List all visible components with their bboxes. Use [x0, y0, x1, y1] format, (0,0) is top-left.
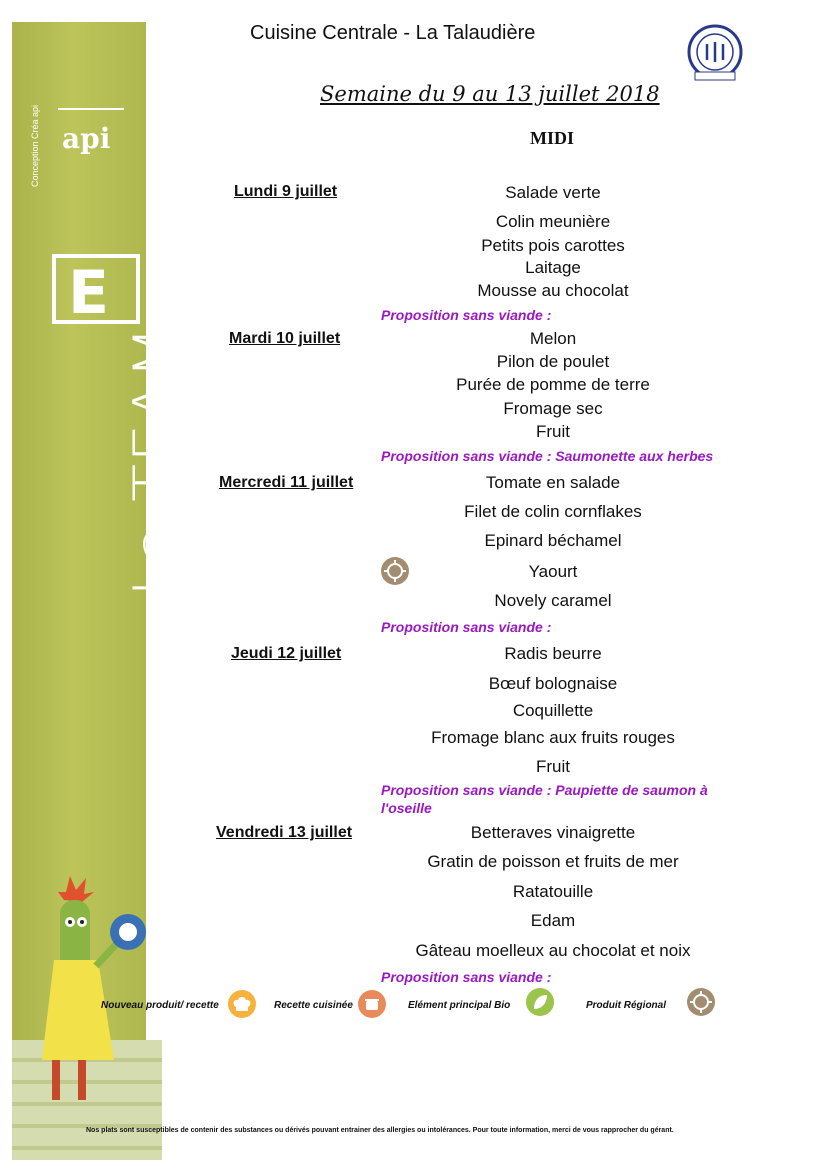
dish: Melon	[529, 329, 577, 348]
dish: Ratatouille	[512, 882, 594, 901]
dish: Bœuf bolognaise	[488, 674, 618, 693]
dish: Novely caramel	[494, 591, 612, 610]
day-label-thursday: Jeudi 12 juillet	[231, 645, 342, 662]
legend-cooked-label: Recette cuisinée	[274, 1000, 353, 1011]
team-word: La TEAM	[120, 324, 193, 597]
day-label-friday: Vendredi 13 juillet	[216, 824, 353, 841]
dish: Fromage sec	[503, 399, 603, 418]
legend-regional-label: Produit Régional	[586, 1000, 666, 1011]
leaf-icon	[526, 988, 554, 1016]
service-heading: MIDI	[530, 128, 574, 148]
cooking-pot-icon	[358, 990, 386, 1018]
dish: Gratin de poisson et fruits de mer	[427, 852, 679, 871]
page-title: Cuisine Centrale - La Talaudière	[250, 22, 536, 44]
meatless-proposition: Proposition sans viande :	[381, 969, 552, 985]
dish: Purée de pomme de terre	[456, 375, 650, 394]
dish: Coquillette	[512, 701, 594, 720]
dish: Fruit	[536, 757, 570, 776]
dish: Mousse au chocolat	[477, 281, 629, 300]
dish: Betteraves vinaigrette	[470, 823, 636, 842]
day-label-monday: Lundi 9 juillet	[234, 183, 338, 200]
dish: Yaourt	[528, 562, 578, 581]
dish: Edam	[530, 911, 576, 930]
menus-adaptes-seal-logo	[685, 24, 745, 84]
week-heading: Semaine du 9 au 13 juillet 2018	[320, 82, 660, 106]
allergy-notice: Nos plats sont susceptibles de contenir des substances ou dérivés pouvant entrainer des allergies ou intolérances. Pour toute information, merci de vous rapprocher du gérant.	[86, 1127, 674, 1134]
chef-hat-icon	[228, 990, 256, 1018]
dish: Fromage blanc aux fruits rouges	[431, 728, 675, 747]
api-logo: api	[62, 122, 111, 155]
dish: Fruit	[536, 422, 570, 441]
team-e-letter: E	[68, 258, 109, 328]
day-label-tuesday: Mardi 10 juillet	[229, 330, 341, 347]
dish: Laitage	[525, 258, 581, 277]
design-credit: Conception Créa api	[30, 104, 40, 187]
dish: Salade verte	[505, 183, 601, 202]
dish: Colin meunière	[495, 212, 611, 231]
legend-bio-label: Elément principal Bio	[408, 1000, 511, 1011]
regional-product-icon	[687, 988, 715, 1016]
dish: Pilon de poulet	[496, 352, 610, 371]
meatless-proposition: Proposition sans viande :	[381, 307, 552, 323]
cucumber-mascot-illustration	[34, 870, 154, 1110]
meatless-proposition: Proposition sans viande : Paupiette de saumon à l'oseille	[381, 782, 708, 816]
meatless-proposition: Proposition sans viande : Saumonette aux herbes	[381, 448, 714, 464]
dish: Gâteau moelleux au chocolat et noix	[415, 941, 691, 960]
legend-new-product-label: Nouveau produit/ recette	[101, 1000, 219, 1011]
dish: Radis beurre	[504, 644, 602, 663]
dish: Tomate en salade	[485, 473, 621, 492]
dish: Petits pois carottes	[481, 236, 625, 255]
dish: Filet de colin cornflakes	[464, 502, 642, 521]
meatless-proposition: Proposition sans viande :	[381, 619, 552, 635]
dish: Epinard béchamel	[484, 531, 622, 550]
day-label-wednesday: Mercredi 11 juillet	[219, 474, 354, 491]
